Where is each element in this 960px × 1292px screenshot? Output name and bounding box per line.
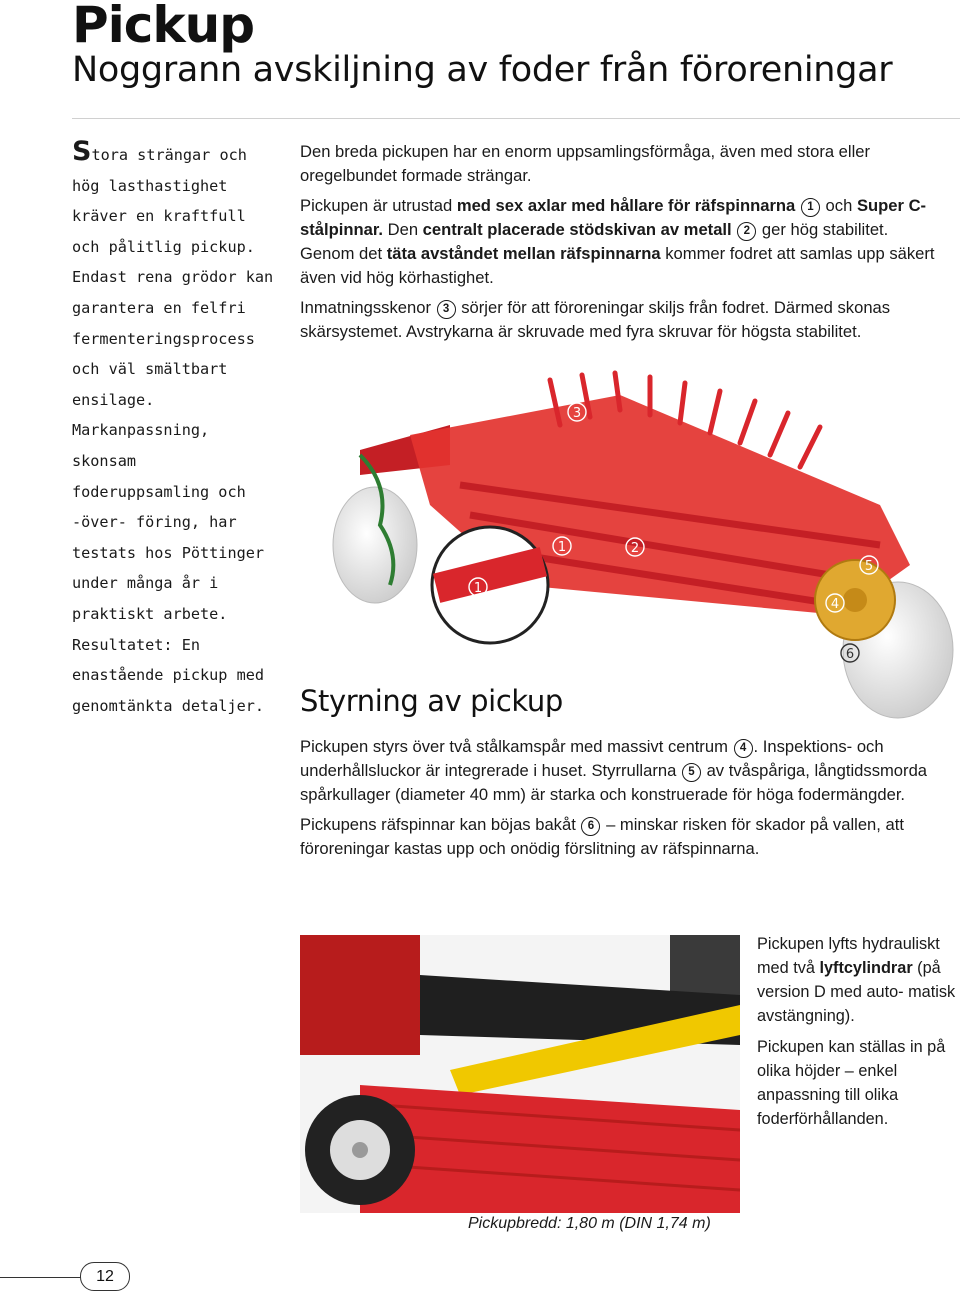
main-p4-b: sörjer för att föroreningar skiljs från fodret. Därmed skonas skärsystemet. Avstrykarna är skruvade med fyra skruvar för högsta stabilitet. — [300, 298, 891, 341]
intro-paragraph-2: Markanpassning, skonsam foderuppsamling och -över- föring, har testats hos Pöttinger under många år i praktiskt arbete. — [72, 421, 265, 623]
main-p2-e: Den — [383, 220, 423, 239]
intro-lead — [72, 136, 282, 415]
dropcap: S — [72, 136, 92, 167]
marker-6: 6 — [581, 817, 600, 836]
marker-2: 2 — [737, 222, 756, 241]
intro-paragraph-3: Resultatet: En enastående pickup med genomtänkta detaljer. — [72, 635, 265, 715]
label-5: 5 — [864, 559, 874, 574]
main-paragraph-2 — [300, 194, 952, 290]
s2-p1-b: . Inspektions- och underhållsluckor är integrerade i huset. Styrrullarna — [300, 737, 884, 780]
header-divider — [72, 118, 960, 119]
section-paragraph-2 — [300, 813, 952, 861]
marker-4: 4 — [734, 739, 753, 758]
section-text — [300, 735, 952, 867]
page-subtitle: Noggrann avskiljning av foder från föroreningar — [72, 50, 893, 90]
main-p2-f: centralt placerade stödskivan av metall — [422, 220, 732, 239]
intro-lead-text: tora strängar och hög lasthastighet kräver en kraftfull och pålitlig pickup. Endast rena grödor kan garantera en felfri fermenteringsprocess och väl smältbart ensilage. — [72, 146, 274, 409]
marker-3: 3 — [437, 300, 456, 319]
page-number: 12 — [80, 1262, 130, 1291]
page-title: Pickup — [72, 0, 255, 54]
label-1-inset: 1 — [473, 581, 483, 596]
gauge-wheel-hub — [352, 1142, 368, 1158]
marker-1: 1 — [801, 198, 820, 217]
side-p1-a: Pickupen lyfts hydrauliskt med två — [757, 935, 940, 977]
main-p3-b: täta avståndet mellan räfspinnarna — [386, 244, 661, 263]
label-3: 3 — [572, 406, 582, 421]
pickup-photo — [300, 935, 740, 1213]
main-p3-a: Genom det — [300, 244, 387, 263]
section-paragraph-1 — [300, 735, 952, 807]
main-paragraph-1: Den breda pickupen har en enorm uppsamlingsförmåga, även med stora eller oregelbundet formade strängar. — [300, 142, 871, 185]
s2-p1-a: Pickupen styrs över två stålkamspår med massivt centrum — [300, 737, 728, 756]
side-text — [757, 932, 960, 1138]
baler-body — [300, 935, 420, 1055]
side-p1-c: (på version D med auto- matisk avstängning). — [757, 959, 956, 1025]
side-paragraph-1 — [757, 932, 960, 1028]
s2-p2-a: Pickupens räfspinnar kan böjas bakåt — [300, 815, 576, 834]
label-4: 4 — [830, 597, 840, 612]
pickup-illustration — [320, 355, 960, 725]
label-2: 2 — [630, 541, 640, 556]
main-p3-c: kommer fodret att samlas upp säkert även vid hög körhastighet. — [300, 244, 935, 287]
section-heading: Styrning av pickup — [300, 684, 563, 718]
cam-hub — [843, 588, 867, 612]
main-p2-a: Pickupen är utrustad — [300, 196, 457, 215]
side-paragraph-2: Pickupen kan ställas in på olika höjder – enkel anpassning till olika foderförhållanden. — [757, 1038, 946, 1128]
main-p4-a: Inmatningsskenor — [300, 298, 431, 317]
s2-p1-c: av tvåspåriga, långtidssmorda spårkullager (diameter 40 mm) är starka och konstruerade för höga fodermängder. — [300, 761, 928, 804]
intro-column — [72, 136, 282, 721]
main-p2-b: med sex axlar med hållare för räfspinnarna — [456, 196, 796, 215]
main-p2-g: ger hög stabilitet. — [761, 220, 889, 239]
marker-5: 5 — [682, 763, 701, 782]
photo-caption: Pickupbredd: 1,80 m (DIN 1,74 m) — [468, 1215, 711, 1232]
label-6: 6 — [845, 647, 855, 662]
main-p2-d: Super C-stålpinnar. — [300, 196, 927, 239]
label-1: 1 — [557, 540, 567, 555]
side-p1-b: lyftcylindrar — [819, 959, 913, 977]
left-wheel — [333, 487, 417, 603]
main-p2-c: och — [825, 196, 853, 215]
main-text — [300, 140, 952, 350]
main-paragraph-4 — [300, 296, 952, 344]
s2-p2-b: – minskar risken för skador på vallen, att föroreningar kastas upp och onödig förslitning av räfspinnarna. — [300, 815, 904, 858]
